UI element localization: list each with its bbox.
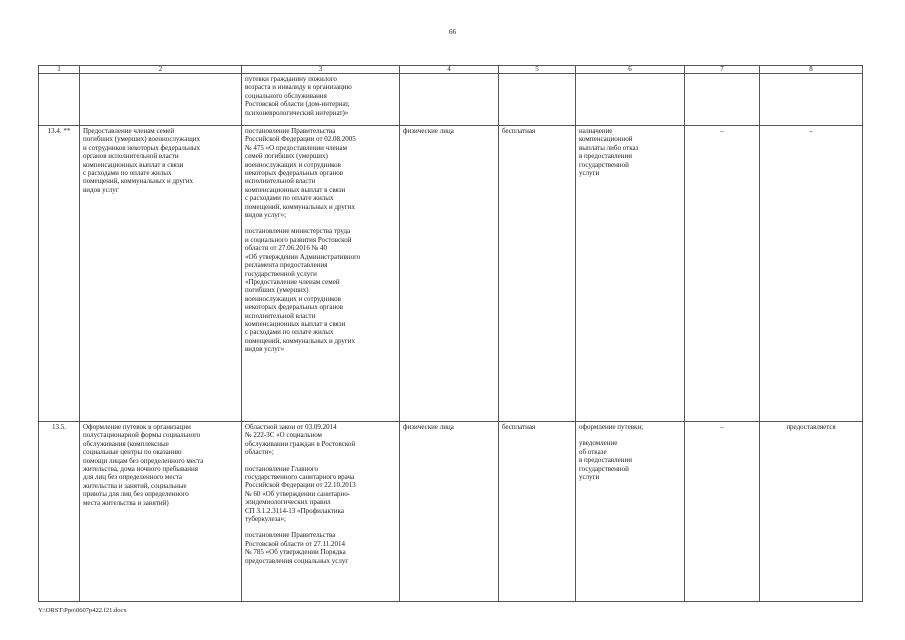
cell-col7: – xyxy=(685,126,760,422)
footer-file-path: Y:\ORST\Ppo\0607p422.f21.docx xyxy=(38,607,127,614)
cell-empty xyxy=(576,74,685,126)
cell-number: 13.4. ** xyxy=(39,126,80,422)
cell-fee: бесплатная xyxy=(499,126,576,422)
header-cell: 1 xyxy=(39,66,80,74)
legal-act: постановление министерства труда и социального развития Ростовской области от 27.06.2016 № 40 «Об утверждении Административного регламента предоставления государственной услуги «Предоставление членам семей погибших (умерших) военнослужащих и сотрудников некоторых федеральных органов исполнительной власти компенсационных выплат в связи с расходами по оплате жилых помещений, коммунальных и других видов услуг» xyxy=(245,227,361,354)
cell-legal-basis xyxy=(242,422,400,602)
header-cell: 8 xyxy=(760,66,863,74)
header-row xyxy=(39,66,863,74)
cell-result: назначение компенсационной выплаты либо отказ в предоставлении государственной услуги xyxy=(576,126,685,422)
cell-empty xyxy=(400,74,499,126)
cell-recipients: физические лица xyxy=(400,422,499,602)
cell-result xyxy=(576,422,685,602)
services-table xyxy=(38,65,863,602)
cell-recipients: физические лица xyxy=(400,126,499,422)
header-cell: 3 xyxy=(242,66,400,74)
cell-empty xyxy=(499,74,576,126)
cell-empty xyxy=(80,74,242,126)
legal-act: постановление Правительства Ростовской области от 27.11.2014 № 785 «Об утверждении Порядка предоставления социальных услуг xyxy=(245,531,349,565)
cell-fee: бесплатная xyxy=(499,422,576,602)
cell-legal-basis: путевки гражданину пожилого возраста и инвалиду в организацию социального обслуживания Ростовской области (дом-интернат, психоневрологический интернат)» xyxy=(242,74,400,126)
table-row-13-4 xyxy=(39,126,863,422)
header-cell: 5 xyxy=(499,66,576,74)
legal-act: постановление Главного государственного санитарного врача Российской Федерации от 22.10.2013 № 60 «Об утверждении санитарно- эпидемиологических правил СП 3.1.2.3114-13 «Профилактика туберкулеза»; xyxy=(245,464,356,524)
cell-col8: предоставляется xyxy=(760,422,863,602)
cell-empty xyxy=(39,74,80,126)
result-item: оформление путевки; xyxy=(579,423,644,431)
legal-act: Областной закон от 03.09.2014 № 222-ЗС «О социальном обслуживании граждан в Ростовской области»; xyxy=(245,423,356,457)
page-number: 66 xyxy=(449,28,456,36)
header-cell: 6 xyxy=(576,66,685,74)
result-item: уведомление об отказе в предоставлении государственной услуги xyxy=(579,439,632,482)
cell-empty xyxy=(760,74,863,126)
cell-col7: – xyxy=(685,422,760,602)
legal-act: постановление Правительства Российской Федерации от 02.08.2005 № 475 «О предоставлении членам семей погибших (умерших) военнослужащих и сотрудников некоторых федеральных органов исполнительной власти компенсационных выплат в связи с расходами по оплате жилых помещений, коммунальных и других видов услуг»; xyxy=(245,127,356,220)
cell-legal-basis xyxy=(242,126,400,422)
header-cell: 4 xyxy=(400,66,499,74)
table-row-continuation xyxy=(39,74,863,126)
cell-service-name: Оформление путевок в организации полустационарной формы социального обслуживания (комплексные социальные центры по оказанию помощи лицам без определенного места жительства, дома ночного пребывания для лиц без определенного места жительства и занятий, социальные приюты для лиц без определенного места жительства и занятий) xyxy=(80,422,242,602)
cell-number: 13.5. xyxy=(39,422,80,602)
table-row-13-5 xyxy=(39,422,863,602)
header-cell: 2 xyxy=(80,66,242,74)
header-cell: 7 xyxy=(685,66,760,74)
cell-empty xyxy=(685,74,760,126)
cell-service-name: Предоставление членам семей погибших (умерших) военнослужащих и сотрудников некоторых федеральных органов исполнительной власти компенсационных выплат в связи с расходами по оплате жилых помещений, коммунальных и других видов услуг xyxy=(80,126,242,422)
cell-col8: – xyxy=(760,126,863,422)
